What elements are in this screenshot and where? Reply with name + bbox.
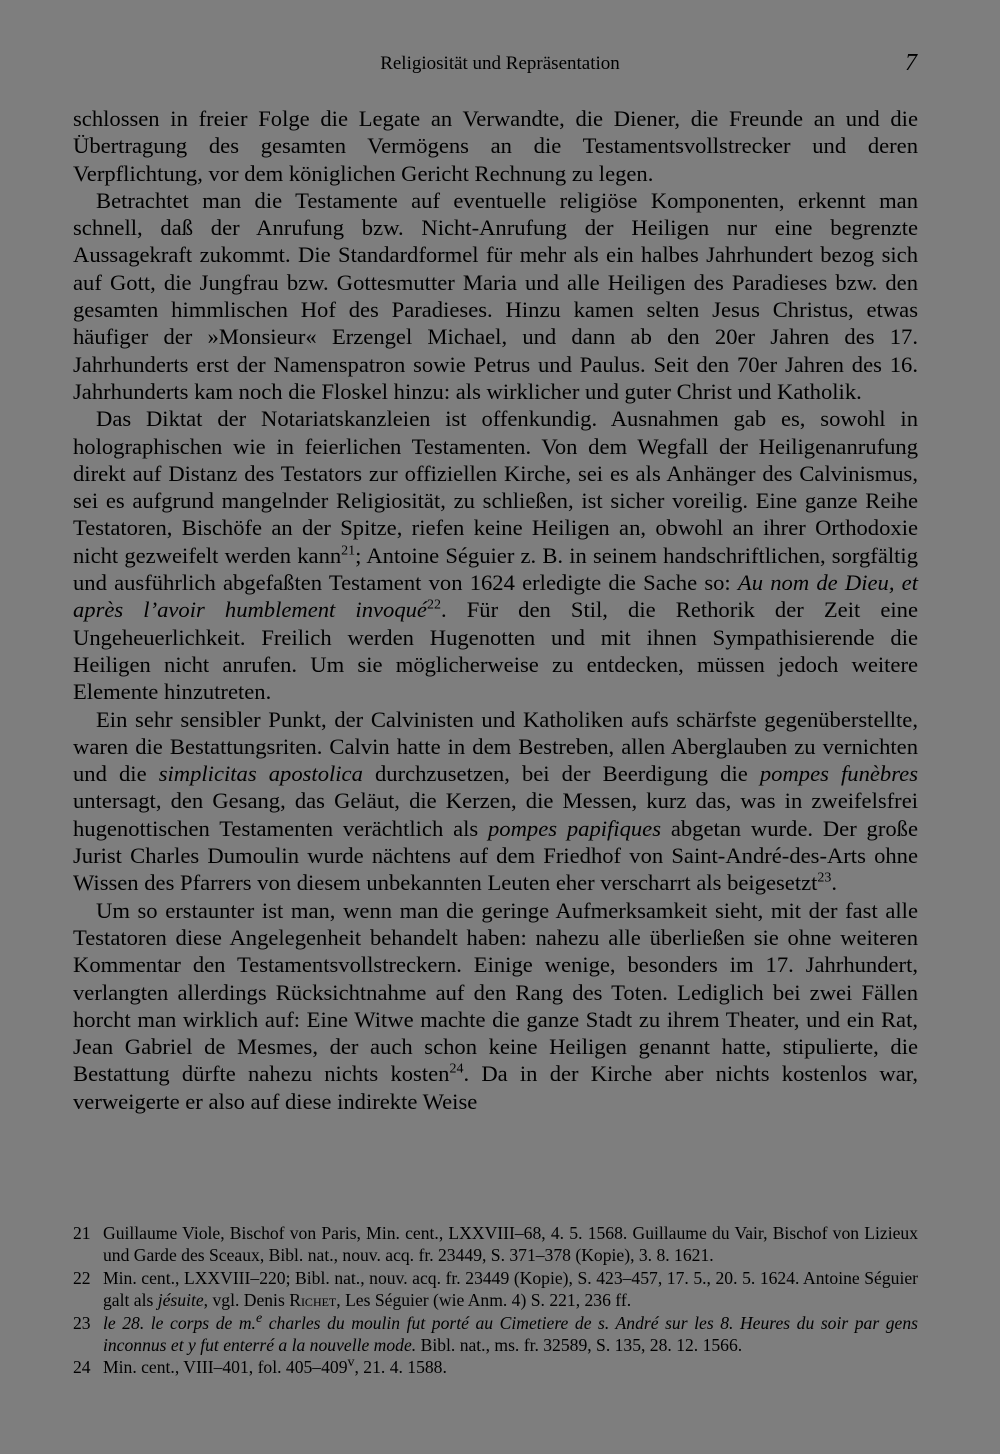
footnote-reference: 22	[426, 597, 441, 613]
footnote-text	[103, 1222, 918, 1267]
footnotes	[73, 1222, 918, 1379]
footnote	[73, 1267, 918, 1312]
footnote	[73, 1312, 918, 1357]
italic-text: pompes funèbres	[759, 761, 918, 787]
text-run: Das Diktat der Notariatskanzleien ist offenkundig. Ausnahmen gab es, sowohl in holographischen wie in feierlichen Testamenten. Von dem Wegfall der Heiligenanrufung direkt auf Distanz des Testators zur offiziellen Kirche, sei es als Anhänger des Calvinismus, sei es aufgrund mangelnder Religiosität, zu schließen, ist sicher voreilig. Eine ganze Reihe Testatoren, Bischöfe an der Spitze, riefen keine Heiligen an, obwohl an ihrer Orthodoxie nicht gezweifelt werden kann	[73, 406, 918, 568]
text-run: . Für den Stil, die Rethorik der Zeit eine Ungeheuerlichkeit. Freilich werden Hugenotten und mit ihnen Sympathisierende die Heiligen nicht anrufen. Um sie möglicherweise zu entdecken, müssen jedoch weitere Elemente hinzutreten.	[73, 597, 918, 705]
text-run: , 21. 4. 1588.	[354, 1357, 447, 1378]
text-run: Min. cent., LXXVIII–220; Bibl. nat., nouv. acq. fr. 23449 (Kopie), S. 423–457, 17. 5., 20. 5. 1624. Antoine Séguier galt als	[103, 1267, 918, 1311]
footnote-number: 24	[73, 1357, 91, 1378]
footnote	[73, 1222, 918, 1267]
text-run: Ein sehr sensibler Punkt, der Calvinisten und Katholiken aufs schärfste gegenüberstellte, waren die Bestattungsriten. Calvin hatte in dem Bestreben, allen Aberglauben zu vernichten und die	[73, 706, 918, 787]
text-run: durchzusetzen, bei der Beerdigung die	[362, 761, 760, 787]
footnote-number: 21	[73, 1223, 91, 1243]
text-run: . Da in der Kirche aber nichts kostenlos war, verweigerte er also auf diese indirekte Weise	[73, 1061, 918, 1114]
text-run: abgetan wurde. Der große Jurist Charles Dumoulin wurde nächtens auf dem Friedhof von Saint-André-des-Arts ohne Wissen des Pfarrers von diesem unbekannten Leuten eher verscharrt als beigesetzt	[73, 815, 918, 896]
footnote-reference: 21	[341, 543, 356, 559]
italic-text: charles du moulin fut porté au Cimetiere de s. André sur les 8. Heures du soir par gens inconnus et y fut enterré a la nouvelle mode.	[103, 1312, 919, 1356]
paragraph	[73, 187, 918, 405]
text-run: untersagt, den Gesang, das Geläut, die Kerzen, die Messen, kurz das, was in zweifelsfrei hugenottischen Testamenten verächtlich als	[73, 788, 918, 841]
text-run: schlossen in freier Folge die Legate an Verwandte, die Diener, die Freunde an und die Übertragung des gesamten Vermögens an die Testamentsvollstrecker und deren Verpflichtung, vor dem königlichen Gericht Rechnung zu legen.	[73, 106, 918, 186]
body-text	[73, 105, 918, 1115]
footnote-text	[103, 1312, 918, 1357]
text-run: , Les Séguier (wie Anm. 4) S. 221, 236 ff.	[336, 1290, 632, 1311]
small-caps-name: Richet	[289, 1290, 337, 1311]
footnote-reference: e	[255, 1310, 263, 1326]
text-run: Bibl. nat., ms. fr. 32589, S. 135, 28. 12. 1566.	[416, 1335, 743, 1356]
footnote-text	[103, 1356, 918, 1378]
footnote-reference: v	[347, 1355, 355, 1371]
footnote-text	[103, 1267, 918, 1312]
footnote-number: 23	[73, 1312, 91, 1333]
text-run: Min. cent., VIII–401, fol. 405–409	[103, 1357, 348, 1378]
italic-text: le 28. le corps de m.	[103, 1312, 256, 1333]
footnote	[73, 1356, 918, 1378]
text-run: , vgl. Denis	[203, 1290, 290, 1311]
footnote-number: 22	[73, 1267, 91, 1288]
footnote-reference: 23	[817, 870, 832, 886]
paragraph	[73, 706, 918, 897]
paragraph	[73, 405, 918, 705]
text-run: Um so erstaunter ist man, wenn man die geringe Aufmerksamkeit sieht, mit der fast alle Testatoren diese Angelegenheit behandelt haben: nahezu alle überließen sie ohne weiteren Kommentar den Testamentsvollstreckern. Einige wenige, besonders im 17. Jahrhundert, verlangten allerdings Rücksichtnahme auf den Rang des Toten. Lediglich bei zwei Fällen horcht man wirklich auf: Eine Witwe machte die ganze Stadt zu ihrem Theater, und ein Rat, Jean Gabriel de Mesmes, der auch schon keine Heiligen genannt hatte, stipulierte, die Bestattung dürfte nahezu nichts kosten	[73, 897, 918, 1087]
text-run: .	[831, 870, 838, 896]
italic-text: jésuite	[157, 1290, 204, 1311]
italic-text: pompes papifiques	[488, 815, 661, 841]
running-title: Religiosität und Repräsentation	[380, 53, 620, 74]
page-number: 7	[905, 50, 917, 76]
italic-text: Au nom de Dieu, et après l’avoir humblement invoqué	[73, 570, 918, 623]
footnote-reference: 24	[449, 1061, 464, 1077]
text-run: Guillaume Viole, Bischof von Paris, Min. cent., LXXVIII–68, 4. 5. 1568. Guillaume du Vair, Bischof von Lizieux und Garde des Sceaux, Bibl. nat., nouv. acq. fr. 23449, S. 371–378 (Kopie), 3. 8. 1621.	[103, 1223, 918, 1266]
paragraph	[73, 105, 918, 187]
paragraph	[73, 897, 918, 1115]
text-run: Betrachtet man die Testamente auf eventuelle religiöse Komponenten, erkennt man schnell, daß der Anrufung bzw. Nicht-Anrufung der Heiligen nur eine begrenzte Aussagekraft zukommt. Die Standardformel für mehr als ein halbes Jahrhundert bezog sich auf Gott, die Jungfrau bzw. Gottesmutter Maria und alle Heiligen des Paradieses bzw. den gesamten himmlischen Hof des Paradieses. Hinzu kamen selten Jesus Christus, etwas häufiger der »Monsieur« Erzengel Michael, und dann ab den 20er Jahren des 17. Jahrhunderts erst der Namenspatron sowie Petrus und Paulus. Seit den 70er Jahren des 16. Jahrhunderts kam noch die Floskel hinzu: als wirklicher und guter Christ und Katholik.	[73, 187, 918, 404]
italic-text: simplicitas apostolica	[158, 761, 363, 787]
text-run: ; Antoine Séguier z. B. in seinem handschriftlichen, sorgfältig und ausführlich abgefaßten Testament von 1624 erledigte die Sache so:	[73, 542, 918, 596]
